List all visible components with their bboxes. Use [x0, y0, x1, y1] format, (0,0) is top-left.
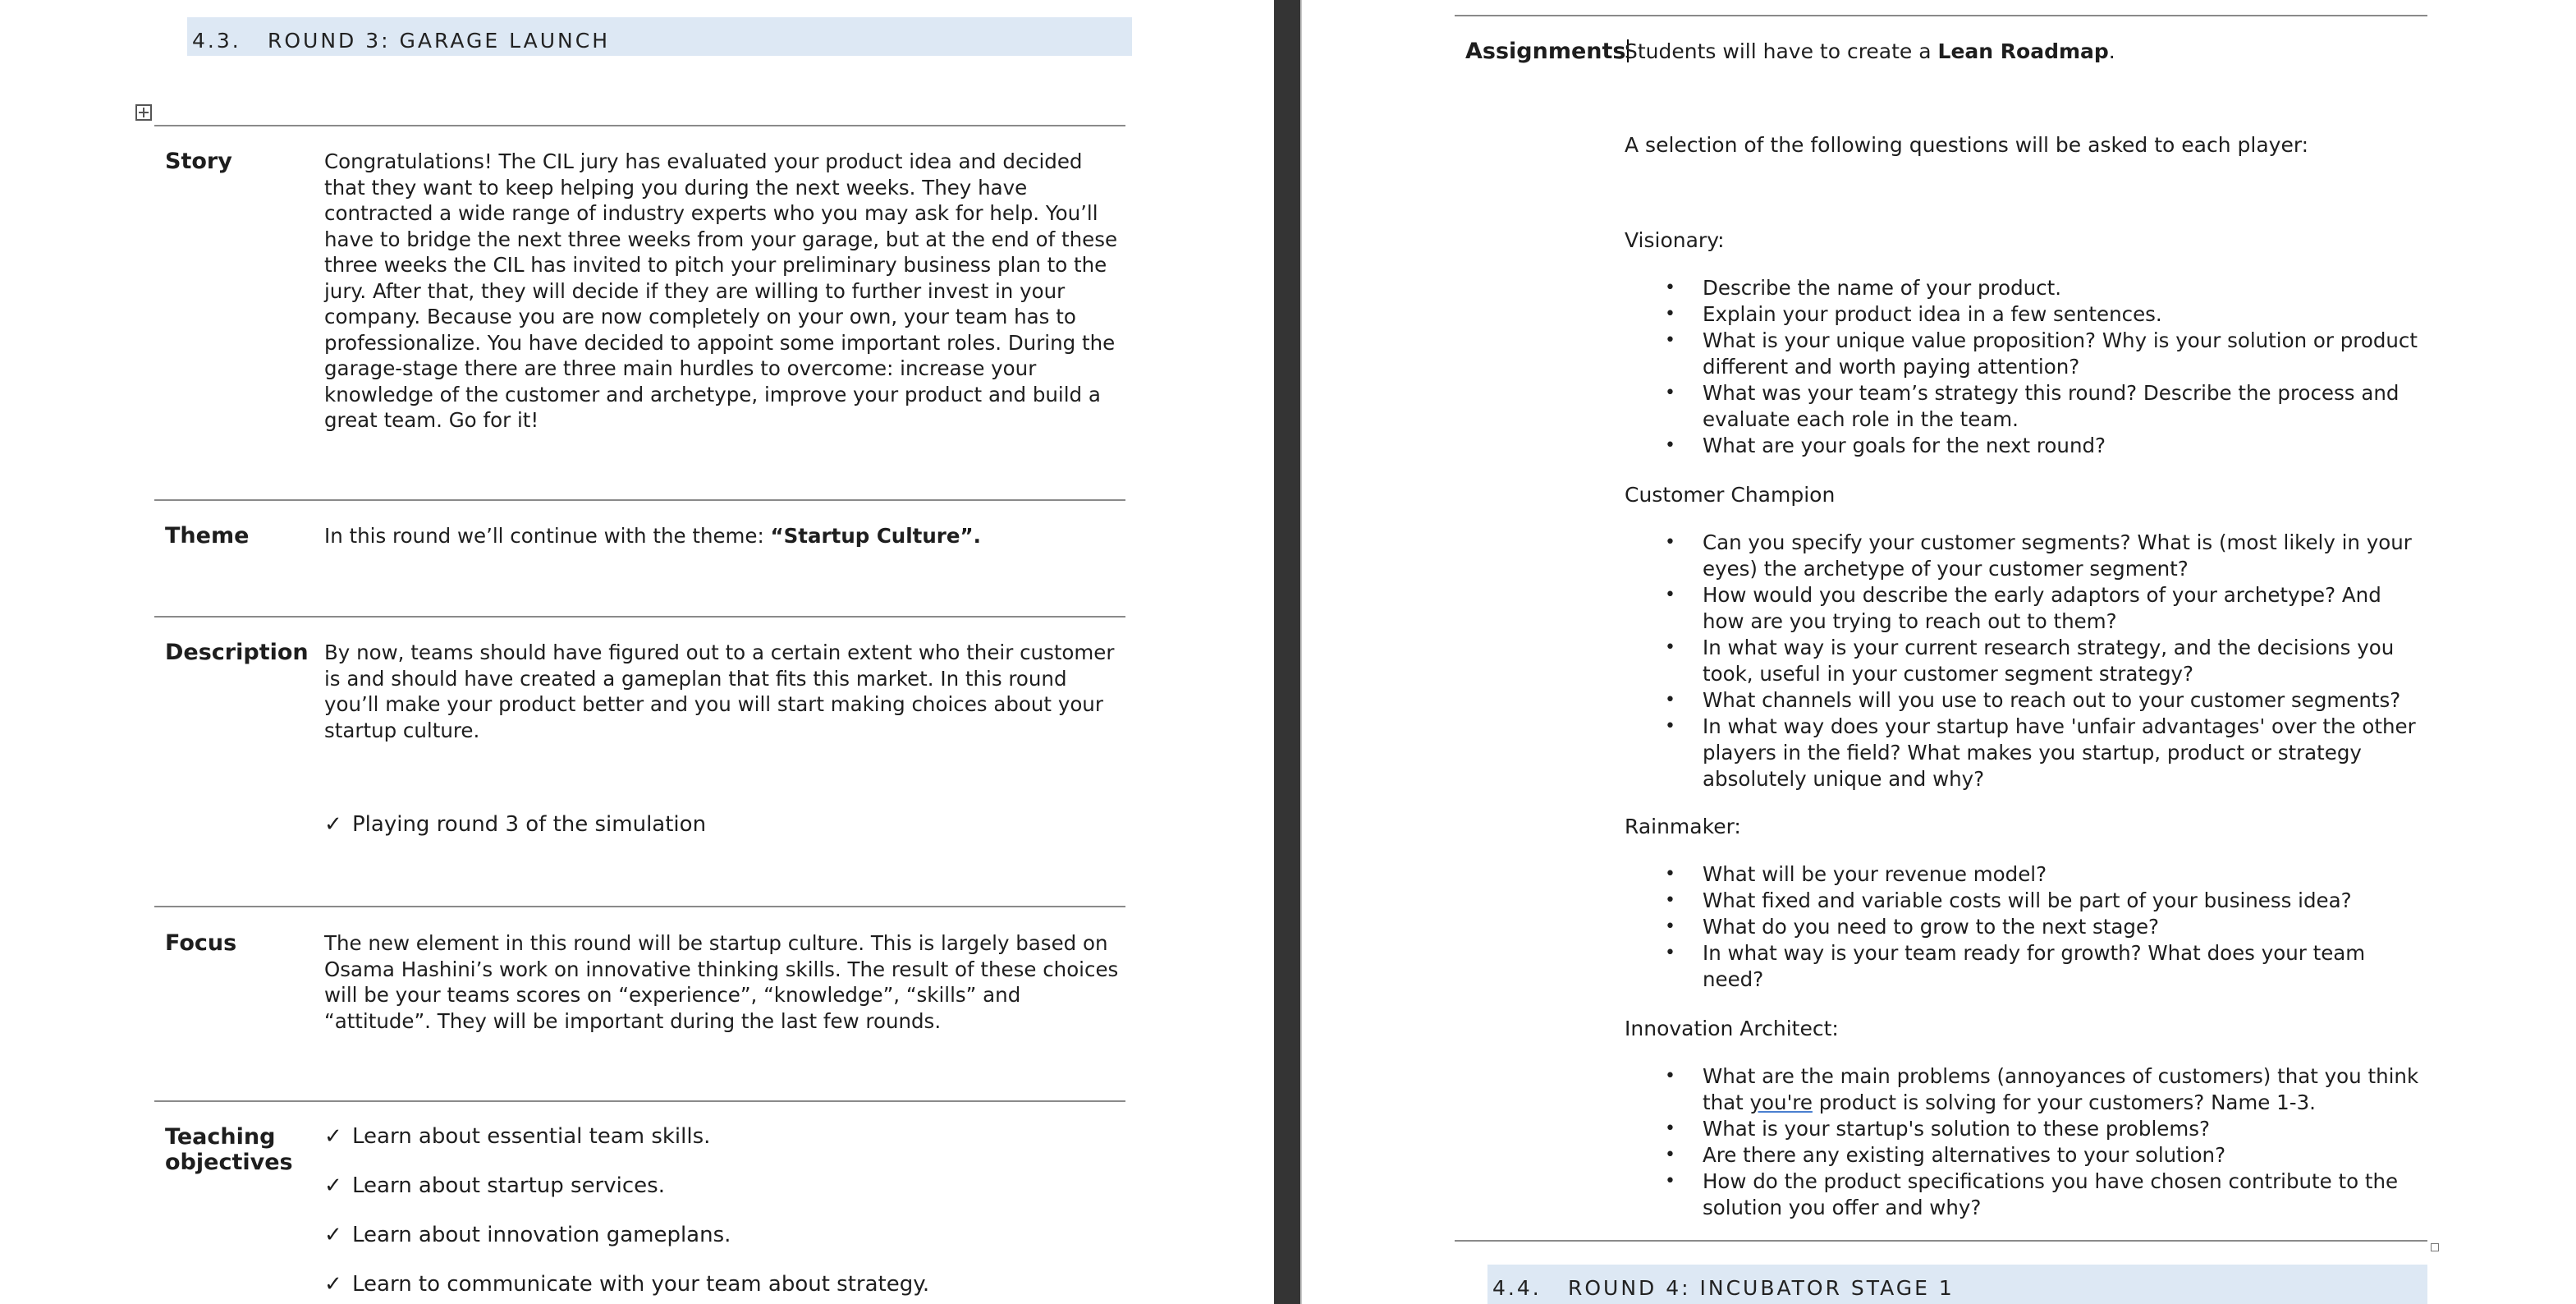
- page-gap: [1274, 0, 1300, 1304]
- description-check-item: [324, 812, 706, 838]
- check-mark-icon: ✓: [324, 1272, 342, 1297]
- check-item-text: Learn about startup services.: [352, 1173, 665, 1198]
- theme-prefix: In this round we’ll continue with the theme:: [324, 524, 771, 548]
- list-item: • In what way does your startup have 'unfair advantages' over the other players in the field? What makes you startup, product or strategy absolutely unique and why?: [1703, 714, 2425, 792]
- teaching-check-item: [324, 1223, 731, 1248]
- check-mark-icon: ✓: [324, 812, 342, 837]
- assignments-intro: [1625, 39, 2115, 65]
- list-item: • What is your startup's solution to these problems?: [1703, 1116, 2425, 1142]
- intro-bold: Lean Roadmap: [1937, 39, 2109, 63]
- item-text: product is solving for your customers? Name 1-3.: [1812, 1090, 2316, 1114]
- table-bottom-rule: [1455, 1240, 2427, 1242]
- section-heading-4-3: [187, 17, 1132, 56]
- check-item-text: Learn about innovation gameplans.: [352, 1223, 731, 1247]
- list-item: • How would you describe the early adaptors of your archetype? And how are you trying to reach out to them?: [1703, 582, 2425, 635]
- theme-emphasis: “Startup Culture”.: [770, 524, 981, 548]
- check-item-text: Learn to communicate with your team about strategy.: [352, 1272, 930, 1297]
- customer-champion-list: [1703, 530, 2425, 792]
- focus-text: The new element in this round will be startup culture. This is largely based on Osama Hashini’s work on innovative thinking skills. The result of these choices will be your teams scores on “experience”, “knowledge”, “skills” and “attitude”. They will be important during the last few rounds.: [324, 931, 1119, 1033]
- list-item: [1703, 1063, 2425, 1116]
- document-page-right: [1300, 0, 2576, 1304]
- list-item: • What are your goals for the next round?: [1703, 433, 2425, 459]
- spellcheck-flagged-word[interactable]: you're: [1749, 1090, 1813, 1114]
- teaching-check-item: [324, 1124, 710, 1150]
- table-move-handle-icon[interactable]: [135, 104, 152, 121]
- list-item: • What channels will you use to reach out to your customer segments?: [1703, 687, 2425, 714]
- item-text: What are the main problems (annoyances of customers) that you think that: [1703, 1064, 2419, 1114]
- table-top-rule: [154, 125, 1125, 126]
- innovation-architect-list: [1703, 1063, 2425, 1221]
- description-text: By now, teams should have figured out to a certain extent who their customer is and should have created a gameplan that fits this market. In this round you’ll make your product better and you will start making choices about your startup culture.: [324, 641, 1115, 742]
- list-item: • Explain your product idea in a few sentences.: [1703, 301, 2425, 328]
- selection-text: A selection of the following questions will be asked to each player:: [1625, 133, 2309, 157]
- list-item: • What was your team’s strategy this round? Describe the process and evaluate each role in the team.: [1703, 380, 2425, 433]
- row-divider: [154, 906, 1125, 907]
- assignments-label-text: Assignments: [1465, 39, 1626, 64]
- teaching-check-item: [324, 1272, 929, 1297]
- check-mark-icon: ✓: [324, 1124, 342, 1149]
- section-number: 4.3.: [192, 29, 241, 53]
- rainmaker-list: [1703, 861, 2425, 993]
- theme-text: [324, 523, 1125, 549]
- list-item: • What will be your revenue model?: [1703, 861, 2425, 888]
- row-divider: [154, 1100, 1125, 1102]
- innovation-architect-heading: Innovation Architect:: [1625, 1017, 1839, 1040]
- teaching-check-item: [324, 1173, 665, 1199]
- section-title: ROUND 3: GARAGE LAUNCH: [268, 29, 610, 53]
- intro-prefix: Students will have to create a: [1625, 39, 1938, 63]
- list-item: • Are there any existing alternatives to your solution?: [1703, 1142, 2425, 1169]
- table-top-rule: [1455, 15, 2427, 16]
- section-title: ROUND 4: INCUBATOR STAGE 1: [1568, 1276, 1955, 1300]
- list-item: • How do the product specifications you have chosen contribute to the solution you offer and why?: [1703, 1169, 2425, 1221]
- check-item-text: Learn about essential team skills.: [352, 1124, 711, 1149]
- row-divider: [154, 499, 1125, 501]
- visionary-heading: Visionary:: [1625, 228, 1725, 252]
- teaching-label-line1: Teaching: [165, 1124, 276, 1150]
- section-number: 4.4.: [1492, 1276, 1542, 1300]
- section-heading-4-4: [1487, 1265, 2427, 1304]
- list-item: • What do you need to grow to the next stage?: [1703, 914, 2425, 940]
- rainmaker-heading: Rainmaker:: [1625, 815, 1741, 838]
- story-text: Congratulations! The CIL jury has evaluated your product idea and decided that they want to keep helping you during the next weeks. They have contracted a wide range of industry experts who you may ask for help. You’ll have to bridge the next three weeks from your garage, but at the end of these three weeks the CIL has invited to pitch your preliminary business plan to the jury. After that, they will decide if they are willing to further invest in your company. Because you are now completely on your own, your team has to professionalize. You have decided to appoint some important roles. During the garage-stage there are three main hurdles to overcome: increase your knowledge of the customer and archetype, improve your product and build a great team. Go for it!: [324, 149, 1118, 432]
- check-item-text: Playing round 3 of the simulation: [352, 812, 707, 837]
- list-item: • Can you specify your customer segments? What is (most likely in your eyes) the archetype of your customer segment?: [1703, 530, 2425, 582]
- intro-suffix: .: [2108, 39, 2115, 63]
- customer-champion-heading: Customer Champion: [1625, 483, 1836, 507]
- list-item: • What fixed and variable costs will be part of your business idea?: [1703, 888, 2425, 914]
- teaching-objectives-label: [165, 1124, 293, 1175]
- list-item: • Describe the name of your product.: [1703, 275, 2425, 301]
- table-resize-handle-icon[interactable]: [2431, 1243, 2439, 1251]
- list-item: • In what way is your team ready for growth? What does your team need?: [1703, 940, 2425, 993]
- document-page-left: [0, 0, 1274, 1304]
- assignments-label: [1465, 39, 1629, 64]
- story-label: Story: [165, 149, 232, 174]
- description-label: Description: [165, 640, 309, 665]
- visionary-list: [1703, 275, 2425, 459]
- check-mark-icon: ✓: [324, 1173, 342, 1198]
- row-divider: [154, 616, 1125, 618]
- focus-label: Focus: [165, 930, 237, 956]
- theme-label: Theme: [165, 523, 250, 549]
- list-item: • In what way is your current research strategy, and the decisions you took, useful in your customer segment strategy?: [1703, 635, 2425, 687]
- teaching-label-line2: objectives: [165, 1150, 293, 1175]
- check-mark-icon: ✓: [324, 1223, 342, 1247]
- list-item: • What is your unique value proposition? Why is your solution or product different and worth paying attention?: [1703, 328, 2425, 380]
